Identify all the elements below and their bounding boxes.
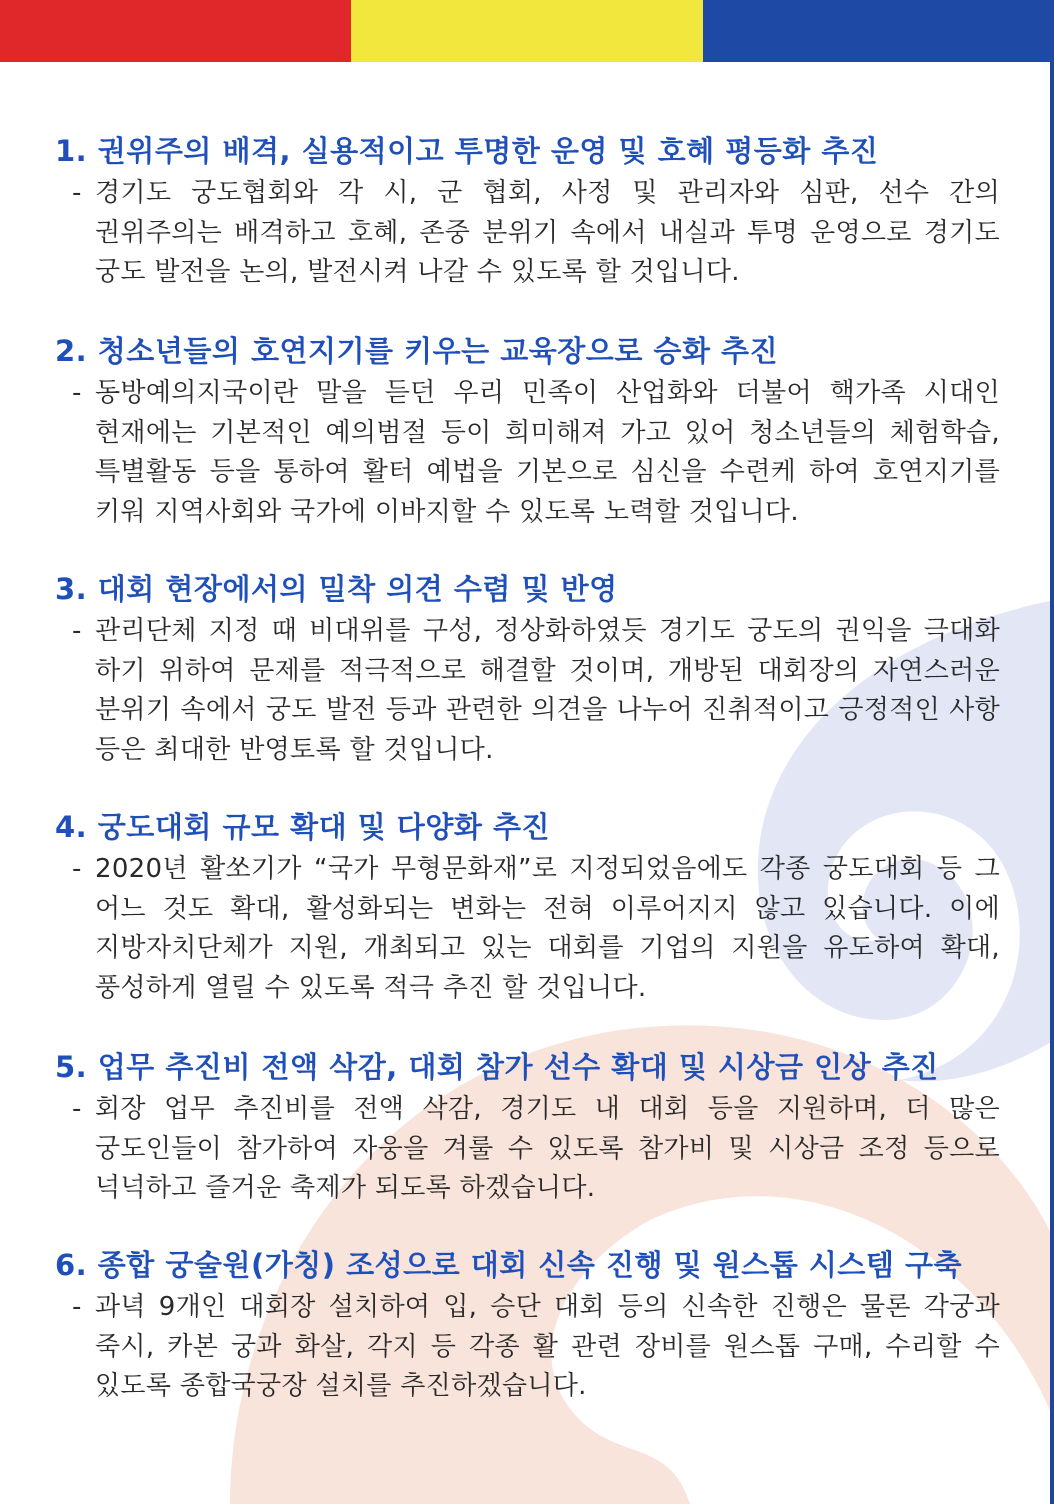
dash-marker: - — [72, 1094, 82, 1124]
section-heading: 4. 궁도대회 규모 확대 및 다양화 추진 — [55, 810, 550, 844]
section-text: 동방예의지국이란 말을 듣던 우리 민족이 산업화와 더불어 핵가족 시대인 현재에는 기본적인 예의범절 등이 희미해져 가고 있어 청소년들의 체험학습, 특별활동 등을 통하여 활터 예법을 기본으로 심신을 수련케 하여 호연지기를 키워 지역사회와 국가에 이바지할 수 있도록 노력할 것입니다. — [95, 378, 1000, 527]
pledge-section-2 — [55, 328, 1005, 532]
section-heading: 6. 종합 궁술원(가칭) 조성으로 대회 신속 진행 및 원스톱 시스템 구축 — [55, 1248, 963, 1282]
section-heading: 3. 대회 현장에서의 밀착 의견 수렴 및 반영 — [55, 572, 618, 606]
section-body — [55, 174, 1000, 293]
pledge-section-3 — [55, 566, 1005, 770]
section-heading: 2. 청소년들의 호연지기를 키우는 교육장으로 승화 추진 — [55, 334, 779, 368]
section-heading: 5. 업무 추진비 전액 삭감, 대회 참가 선수 확대 및 시상금 인상 추진 — [55, 1050, 939, 1084]
section-text: 과녁 9개인 대회장 설치하여 입, 승단 대회 등의 신속한 진행은 물론 각궁과 죽시, 카본 궁과 화살, 각지 등 각종 활 관련 장비를 원스톱 구매, 수리할 수 있도록 종합국궁장 설치를 추진하겠습니다. — [95, 1292, 1000, 1401]
dash-marker: - — [72, 178, 82, 208]
section-heading: 1. 권위주의 배격, 실용적이고 투명한 운영 및 호혜 평등화 추진 — [55, 134, 879, 168]
dash-marker: - — [72, 616, 82, 646]
dash-marker: - — [72, 854, 82, 884]
right-edge-border — [1050, 62, 1054, 1504]
section-text: 관리단체 지정 때 비대위를 구성, 정상화하였듯 경기도 궁도의 권익을 극대화 하기 위하여 문제를 적극적으로 해결할 것이며, 개방된 대회장의 자연스러운 분위기 속에서 궁도 발전 등과 관련한 의견을 나누어 진취적이고 긍정적인 사항 등은 최대한 반영토록 할 것입니다. — [95, 616, 1000, 765]
dash-marker: - — [72, 1292, 82, 1322]
pledge-section-5 — [55, 1044, 1005, 1209]
section-body — [55, 1288, 1000, 1407]
dash-marker: - — [72, 378, 82, 408]
pledge-section-4 — [55, 804, 1005, 1008]
pledge-section-6 — [55, 1242, 1005, 1407]
section-text: 2020년 활쏘기가 “국가 무형문화재”로 지정되었음에도 각종 궁도대회 등 그 어느 것도 확대, 활성화되는 변화는 전혀 이루어지지 않고 있습니다. 이에 지방자치단체가 지원, 개최되고 있는 대회를 기업의 지원을 유도하여 확대, 풍성하게 열릴 수 있도록 적극 추진 할 것입니다. — [95, 854, 1000, 1003]
section-body — [55, 374, 1000, 532]
section-body — [55, 850, 1000, 1008]
pledge-section-1 — [55, 128, 1005, 293]
section-text: 경기도 궁도협회와 각 시, 군 협회, 사정 및 관리자와 심판, 선수 간의 권위주의는 배격하고 호혜, 존중 분위기 속에서 내실과 투명 운영으로 경기도 궁도 발전을 논의, 발전시켜 나갈 수 있도록 할 것입니다. — [95, 178, 1000, 287]
section-body — [55, 1090, 1000, 1209]
section-text: 회장 업무 추진비를 전액 삭감, 경기도 내 대회 등을 지원하며, 더 많은 궁도인들이 참가하여 자웅을 겨룰 수 있도록 참가비 및 시상금 조정 등으로 넉넉하고 즐거운 축제가 되도록 하겠습니다. — [95, 1094, 1000, 1203]
section-body — [55, 612, 1000, 770]
